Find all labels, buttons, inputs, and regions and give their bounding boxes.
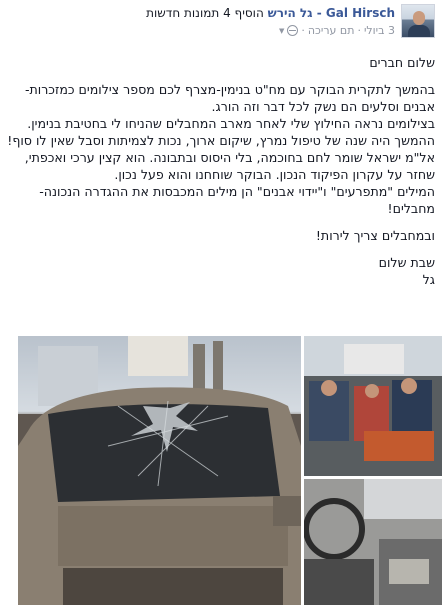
avatar-face (413, 11, 425, 25)
author-avatar[interactable] (401, 4, 435, 38)
post-paragraph: שבת שלום (378, 255, 435, 270)
author-name-link[interactable]: Gal Hirsch - גל הירש (267, 6, 395, 20)
meta-separator: · (357, 24, 361, 37)
photo-grid (18, 336, 442, 605)
photo-car-interior[interactable] (304, 479, 442, 605)
post-paragraph: שלום חברים (369, 55, 435, 70)
post-edited-label[interactable]: תם עריכה (307, 24, 355, 37)
post-action-text: הוסיף 4 תמונות חדשות (146, 6, 264, 20)
windshield-photo-art (18, 336, 301, 605)
post-body (7, 54, 435, 298)
photo-rescue-scene[interactable] (304, 336, 442, 476)
globe-icon[interactable] (287, 25, 298, 36)
avatar-suit (408, 25, 430, 38)
rescue-photo-art (304, 336, 442, 476)
post-date-link[interactable]: 3 ביולי (363, 24, 395, 37)
post-paragraph: ובמחבלים צריך לירות! (315, 228, 435, 243)
post-header (0, 0, 443, 46)
post-paragraph: בצילומים נראה החילוץ שלי לאחר מארב המחבלים שהניחו לי בחטיבת בנימין. ההמשך היה שנה של טיפול נמרץ, שיקום ארוך, נכות לצמיתות וסבל שאין לו סוף! (7, 116, 435, 148)
post-paragraph: גל (422, 272, 435, 287)
post-paragraph: אל"מ ישראל שומר לחם בחוכמה, בלי היסוס ובתבונה. הוא קצין ערכי ואכפתי, שחזר על עקרון הפיקוד הנכון. הבוקר שוחחנו והוא פעל נכון. (24, 150, 435, 182)
post-paragraph: המילים "מתפרעים" ו"יידוי אבנים" הן מילים המכבסות את ההגדרה הנכונה- מחבלים! (39, 184, 435, 216)
interior-photo-art (304, 479, 442, 605)
post-meta (279, 24, 395, 37)
meta-separator-2: · (301, 24, 305, 37)
chevron-down-icon[interactable]: ▼ (278, 26, 285, 35)
photo-cracked-windshield[interactable] (18, 336, 301, 605)
post-header-line (5, 5, 395, 21)
post-paragraph: בהמשך לתקרית הבוקר עם מח"ט בנימין-מצרף לכם מספר צילומים כמזכרות- אבנים וסלעים הם נשק לכל דבר וזה הורג. (24, 82, 435, 114)
